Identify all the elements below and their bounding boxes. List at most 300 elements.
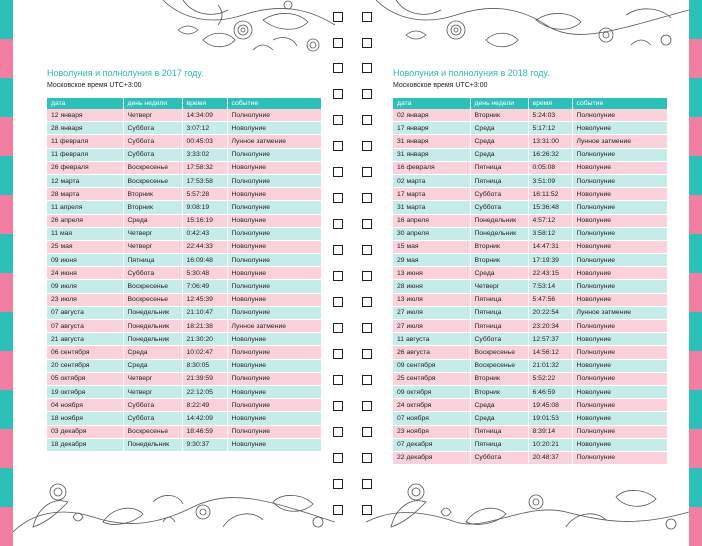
binding-hole-icon	[333, 505, 343, 515]
time-cell: 5:57:28	[182, 188, 227, 201]
time-cell: 00:45:03	[182, 135, 227, 148]
table-row	[47, 412, 321, 425]
event-cell: Полнолуние	[227, 425, 321, 438]
time-cell: 15:16:19	[182, 214, 227, 227]
time-cell: 8:39:14	[528, 425, 572, 438]
weekday-cell: Суббота	[123, 148, 182, 161]
date-cell: 04 ноября	[47, 399, 123, 412]
event-cell: Новолуние	[572, 188, 667, 201]
date-cell: 02 марта	[393, 174, 470, 187]
table-row	[47, 372, 321, 385]
header-date: дата	[47, 98, 123, 109]
weekday-cell: Суббота	[123, 135, 182, 148]
header-event: событие	[227, 98, 321, 109]
date-cell: 25 сентября	[393, 372, 470, 385]
table-row	[47, 227, 321, 240]
weekday-cell: Воскресенье	[470, 359, 528, 372]
date-cell: 26 августа	[393, 346, 470, 359]
event-cell: Новолуние	[572, 214, 667, 227]
weekday-cell: Воскресенье	[470, 346, 528, 359]
table-row	[393, 240, 667, 253]
stripe-segment	[0, 351, 13, 390]
moon-phases-table-2018	[393, 98, 668, 465]
weekday-cell: Четверг	[123, 109, 182, 122]
event-cell: Новолуние	[572, 161, 667, 174]
weekday-cell: Вторник	[123, 188, 182, 201]
stripe-segment	[689, 351, 702, 390]
event-cell: Новолуние	[227, 161, 321, 174]
weekday-cell: Суббота	[123, 399, 182, 412]
date-cell: 31 марта	[393, 201, 470, 214]
binding-hole-icon	[333, 141, 343, 151]
table-row	[47, 214, 321, 227]
time-cell: 20:22:54	[528, 306, 572, 319]
time-cell: 17:53:58	[182, 174, 227, 187]
weekday-cell: Среда	[470, 399, 528, 412]
event-cell: Полнолуние	[572, 320, 667, 333]
time-cell: 5:47:56	[528, 293, 572, 306]
time-cell: 16:11:52	[528, 188, 572, 201]
weekday-cell: Среда	[470, 122, 528, 135]
table-row	[47, 320, 321, 333]
stripe-segment	[0, 507, 13, 546]
time-cell: 21:30:20	[182, 333, 227, 346]
event-cell: Новолуние	[227, 214, 321, 227]
table-row	[393, 359, 667, 372]
table-row	[47, 161, 321, 174]
table-header-row	[393, 98, 667, 109]
weekday-cell: Вторник	[470, 254, 528, 267]
table-row	[47, 425, 321, 438]
date-cell: 11 февраля	[47, 148, 123, 161]
weekday-cell: Суббота	[123, 412, 182, 425]
event-cell: Полнолуние	[572, 109, 667, 122]
floral-doodle-top-icon	[13, 0, 335, 60]
table-row	[393, 148, 667, 161]
date-cell: 31 января	[393, 148, 470, 161]
table-row	[393, 174, 667, 187]
weekday-cell: Понедельник	[470, 214, 528, 227]
table-row	[393, 254, 667, 267]
table-row	[47, 254, 321, 267]
table-row	[393, 385, 667, 398]
weekday-cell: Четверг	[123, 240, 182, 253]
table-row	[393, 346, 667, 359]
table-row	[47, 333, 321, 346]
binding-hole-icon	[333, 89, 343, 99]
date-cell: 11 апреля	[47, 201, 123, 214]
stripe-segment	[0, 234, 13, 273]
date-cell: 06 сентября	[47, 346, 123, 359]
weekday-cell: Среда	[470, 135, 528, 148]
time-cell: 12:45:39	[182, 293, 227, 306]
weekday-cell: Понедельник	[123, 306, 182, 319]
stripe-segment	[689, 195, 702, 234]
weekday-cell: Вторник	[470, 109, 528, 122]
date-cell: 05 октября	[47, 372, 123, 385]
binding-hole-icon	[333, 12, 343, 22]
date-cell: 31 января	[393, 135, 470, 148]
date-cell: 19 октября	[47, 385, 123, 398]
weekday-cell: Среда	[470, 412, 528, 425]
time-cell: 12:57:37	[528, 333, 572, 346]
event-cell: Полнолуние	[227, 227, 321, 240]
binding-hole-icon	[333, 63, 343, 73]
weekday-cell: Четверг	[470, 280, 528, 293]
weekday-cell: Пятница	[470, 425, 528, 438]
weekday-cell: Среда	[470, 148, 528, 161]
table-row	[47, 280, 321, 293]
date-cell: 28 марта	[47, 188, 123, 201]
stripe-segment	[0, 273, 13, 312]
date-cell: 26 февраля	[47, 161, 123, 174]
date-cell: 09 октября	[393, 385, 470, 398]
time-cell: 4:57:12	[528, 214, 572, 227]
header-event: событие	[572, 98, 667, 109]
date-cell: 27 июля	[393, 306, 470, 319]
stripe-segment	[689, 117, 702, 156]
time-cell: 15:36:48	[528, 201, 572, 214]
time-cell: 16:09:48	[182, 254, 227, 267]
table-row	[393, 109, 667, 122]
date-cell: 26 апреля	[47, 214, 123, 227]
time-cell: 22:44:33	[182, 240, 227, 253]
table-row	[47, 399, 321, 412]
weekday-cell: Четверг	[123, 385, 182, 398]
weekday-cell: Воскресенье	[123, 161, 182, 174]
stripe-segment	[0, 156, 13, 195]
event-cell: Полнолуние	[227, 280, 321, 293]
table-row	[47, 293, 321, 306]
event-cell: Полнолуние	[227, 201, 321, 214]
date-cell: 16 апреля	[393, 214, 470, 227]
weekday-cell: Суббота	[470, 201, 528, 214]
stripe-segment	[689, 312, 702, 351]
time-cell: 6:46:59	[528, 385, 572, 398]
event-cell: Лунное затмение	[227, 135, 321, 148]
event-cell: Полнолуние	[572, 451, 667, 464]
binding-hole-icon	[333, 38, 343, 48]
event-cell: Полнолуние	[572, 346, 667, 359]
binding-hole-icon	[333, 245, 343, 255]
header-time: время	[182, 98, 227, 109]
binding-hole-icon	[333, 453, 343, 463]
weekday-cell: Пятница	[123, 254, 182, 267]
event-cell: Новолуние	[572, 293, 667, 306]
event-cell: Новолуние	[572, 267, 667, 280]
date-cell: 22 декабря	[393, 451, 470, 464]
time-cell: 18:21:38	[182, 320, 227, 333]
table-row	[47, 346, 321, 359]
weekday-cell: Пятница	[470, 293, 528, 306]
date-cell: 28 января	[47, 122, 123, 135]
page-2018	[366, 0, 689, 532]
header-date: дата	[393, 98, 470, 109]
time-cell: 14:47:31	[528, 240, 572, 253]
event-cell: Полнолуние	[572, 399, 667, 412]
stripe-segment	[0, 312, 13, 351]
time-cell: 14:34:09	[182, 109, 227, 122]
table-row	[393, 188, 667, 201]
binding-hole-icon	[333, 375, 343, 385]
stripe-segment	[0, 390, 13, 429]
date-cell: 07 августа	[47, 320, 123, 333]
time-cell: 0:05:08	[528, 161, 572, 174]
date-cell: 18 ноября	[47, 412, 123, 425]
table-row	[393, 280, 667, 293]
event-cell: Новолуние	[227, 333, 321, 346]
moon-phases-table-2017	[47, 98, 322, 452]
table-row	[393, 293, 667, 306]
date-cell: 17 января	[393, 122, 470, 135]
time-cell: 21:10:47	[182, 306, 227, 319]
time-cell: 10:20:21	[528, 438, 572, 451]
time-cell: 5:52:22	[528, 372, 572, 385]
time-cell: 7:53:14	[528, 280, 572, 293]
table-row	[47, 148, 321, 161]
time-cell: 19:45:08	[528, 399, 572, 412]
stripe-segment	[689, 507, 702, 546]
date-cell: 21 августа	[47, 333, 123, 346]
table-row	[47, 135, 321, 148]
event-cell: Новолуние	[227, 267, 321, 280]
binding-hole-icon	[333, 167, 343, 177]
weekday-cell: Понедельник	[123, 320, 182, 333]
event-cell: Новолуние	[572, 240, 667, 253]
binding-hole-icon	[333, 401, 343, 411]
header-weekday: день недели	[123, 98, 182, 109]
binding-hole-icon	[333, 271, 343, 281]
weekday-cell: Четверг	[123, 227, 182, 240]
event-cell: Новолуние	[227, 412, 321, 425]
date-cell: 28 июня	[393, 280, 470, 293]
stripe-segment	[0, 195, 13, 234]
event-cell: Новолуние	[227, 122, 321, 135]
event-cell: Новолуние	[227, 438, 321, 451]
table-row	[393, 306, 667, 319]
table-row	[47, 267, 321, 280]
weekday-cell: Воскресенье	[123, 280, 182, 293]
weekday-cell: Четверг	[123, 372, 182, 385]
weekday-cell: Суббота	[470, 188, 528, 201]
table-row	[393, 333, 667, 346]
time-cell: 8:22:49	[182, 399, 227, 412]
time-cell: 16:26:32	[528, 148, 572, 161]
floral-doodle-bottom-icon	[13, 472, 335, 532]
table-row	[47, 385, 321, 398]
left-stripe-border	[0, 0, 13, 532]
event-cell: Лунное затмение	[572, 135, 667, 148]
date-cell: 07 ноября	[393, 412, 470, 425]
event-cell: Полнолуние	[227, 254, 321, 267]
page-title: Новолуния и полнолуния в 2017 году.	[47, 68, 204, 78]
event-cell: Полнолуние	[572, 201, 667, 214]
table-row	[393, 372, 667, 385]
event-cell: Лунное затмение	[572, 306, 667, 319]
stripe-segment	[689, 156, 702, 195]
time-cell: 8:30:05	[182, 359, 227, 372]
table-row	[393, 227, 667, 240]
date-cell: 24 октября	[393, 399, 470, 412]
table-row	[47, 109, 321, 122]
table-row	[393, 135, 667, 148]
floral-doodle-bottom-icon	[366, 472, 689, 532]
table-row	[393, 438, 667, 451]
table-row	[393, 412, 667, 425]
event-cell: Лунное затмение	[227, 320, 321, 333]
event-cell: Новолуние	[572, 122, 667, 135]
date-cell: 11 февраля	[47, 135, 123, 148]
event-cell: Полнолуние	[227, 346, 321, 359]
table-row	[393, 451, 667, 464]
right-stripe-border	[689, 0, 702, 532]
date-cell: 09 сентября	[393, 359, 470, 372]
time-cell: 3:07:12	[182, 122, 227, 135]
table-row	[393, 320, 667, 333]
date-cell: 09 июля	[47, 280, 123, 293]
date-cell: 13 июля	[393, 293, 470, 306]
weekday-cell: Воскресенье	[123, 174, 182, 187]
stripe-segment	[689, 78, 702, 117]
time-cell: 22:43:15	[528, 267, 572, 280]
event-cell: Полнолуние	[572, 254, 667, 267]
weekday-cell: Пятница	[470, 438, 528, 451]
binding-hole-icon	[333, 115, 343, 125]
date-cell: 24 июня	[47, 267, 123, 280]
event-cell: Полнолуние	[227, 372, 321, 385]
stripe-segment	[689, 0, 702, 39]
time-cell: 5:30:48	[182, 267, 227, 280]
time-cell: 5:17:12	[528, 122, 572, 135]
date-cell: 03 декабря	[47, 425, 123, 438]
event-cell: Новолуние	[572, 359, 667, 372]
event-cell: Новолуние	[572, 412, 667, 425]
table-row	[393, 122, 667, 135]
time-cell: 21:39:59	[182, 372, 227, 385]
date-cell: 17 марта	[393, 188, 470, 201]
time-cell: 10:02:47	[182, 346, 227, 359]
stripe-segment	[689, 234, 702, 273]
event-cell: Новолуние	[227, 293, 321, 306]
event-cell: Новолуние	[227, 240, 321, 253]
binding-hole-icon	[333, 193, 343, 203]
event-cell: Полнолуние	[227, 148, 321, 161]
weekday-cell: Понедельник	[123, 438, 182, 451]
time-cell: 20:48:37	[528, 451, 572, 464]
stripe-segment	[0, 39, 13, 78]
stripe-segment	[689, 273, 702, 312]
event-cell: Полнолуние	[572, 372, 667, 385]
weekday-cell: Пятница	[470, 161, 528, 174]
table-row	[47, 438, 321, 451]
time-cell: 17:58:32	[182, 161, 227, 174]
event-cell: Полнолуние	[572, 425, 667, 438]
time-cell: 0:42:43	[182, 227, 227, 240]
binding-hole-icon	[333, 349, 343, 359]
table-header-row	[47, 98, 321, 109]
table-row	[393, 399, 667, 412]
time-cell: 7:06:49	[182, 280, 227, 293]
time-cell: 21:01:32	[528, 359, 572, 372]
time-cell: 14:56:12	[528, 346, 572, 359]
date-cell: 23 июля	[47, 293, 123, 306]
event-cell: Полнолуние	[227, 306, 321, 319]
event-cell: Новолуние	[572, 385, 667, 398]
event-cell: Полнолуние	[572, 174, 667, 187]
binding-hole-icon	[333, 427, 343, 437]
time-cell: 5:24:03	[528, 109, 572, 122]
date-cell: 23 ноября	[393, 425, 470, 438]
stripe-segment	[0, 468, 13, 507]
event-cell: Новолуние	[227, 385, 321, 398]
time-cell: 23:20:34	[528, 320, 572, 333]
binding-hole-icon	[333, 219, 343, 229]
weekday-cell: Среда	[123, 359, 182, 372]
date-cell: 11 августа	[393, 333, 470, 346]
date-cell: 30 апреля	[393, 227, 470, 240]
table-row	[47, 188, 321, 201]
weekday-cell: Суббота	[123, 122, 182, 135]
date-cell: 09 июня	[47, 254, 123, 267]
event-cell: Новолуние	[572, 333, 667, 346]
date-cell: 27 июля	[393, 320, 470, 333]
stripe-segment	[689, 39, 702, 78]
table-row	[47, 306, 321, 319]
event-cell: Полнолуние	[572, 148, 667, 161]
binding-hole-icon	[333, 479, 343, 489]
time-cell: 3:51:09	[528, 174, 572, 187]
time-cell: 19:01:53	[528, 412, 572, 425]
binding-hole-icon	[333, 323, 343, 333]
weekday-cell: Пятница	[470, 306, 528, 319]
time-cell: 17:19:39	[528, 254, 572, 267]
time-cell: 14:42:09	[182, 412, 227, 425]
time-cell: 3:58:12	[528, 227, 572, 240]
date-cell: 29 мая	[393, 254, 470, 267]
stripe-segment	[0, 429, 13, 468]
page-2017	[13, 0, 335, 532]
header-weekday: день недели	[470, 98, 528, 109]
weekday-cell: Вторник	[470, 240, 528, 253]
stripe-segment	[689, 390, 702, 429]
event-cell: Полнолуние	[572, 280, 667, 293]
header-time: время	[528, 98, 572, 109]
event-cell: Полнолуние	[227, 174, 321, 187]
date-cell: 11 мая	[47, 227, 123, 240]
date-cell: 12 марта	[47, 174, 123, 187]
table-row	[47, 359, 321, 372]
weekday-cell: Пятница	[470, 174, 528, 187]
table-row	[393, 214, 667, 227]
weekday-cell: Пятница	[470, 320, 528, 333]
date-cell: 07 августа	[47, 306, 123, 319]
weekday-cell: Вторник	[123, 201, 182, 214]
event-cell: Новолуние	[227, 359, 321, 372]
weekday-cell: Воскресенье	[123, 425, 182, 438]
table-row	[393, 161, 667, 174]
weekday-cell: Суббота	[470, 451, 528, 464]
date-cell: 15 мая	[393, 240, 470, 253]
date-cell: 12 января	[47, 109, 123, 122]
event-cell: Новолуние	[572, 438, 667, 451]
weekday-cell: Среда	[123, 214, 182, 227]
time-cell: 22:12:05	[182, 385, 227, 398]
event-cell: Полнолуние	[227, 399, 321, 412]
table-row	[393, 425, 667, 438]
stripe-segment	[0, 78, 13, 117]
timezone-note: Московское время UTC+3:00	[393, 82, 488, 89]
weekday-cell: Воскресенье	[123, 293, 182, 306]
